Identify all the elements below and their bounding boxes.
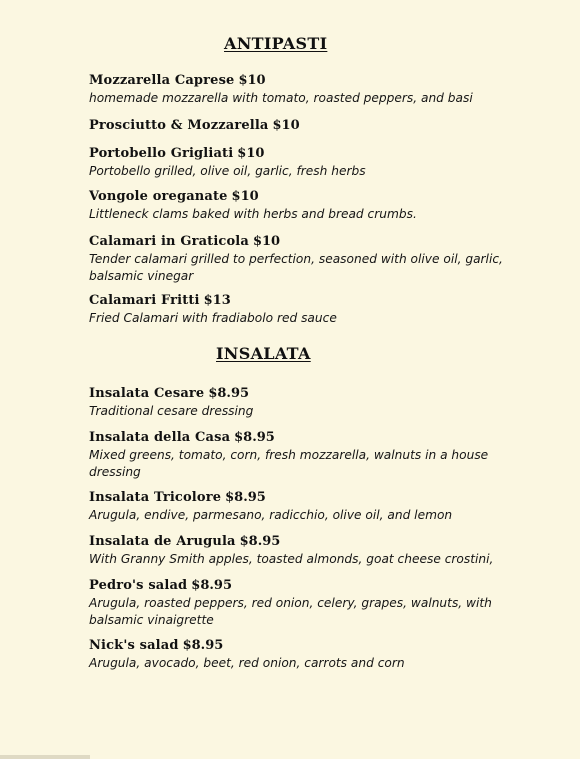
- item-description: Arugula, endive, parmesano, radicchio, olive oil, and lemon: [89, 508, 453, 522]
- item-price: $10: [237, 146, 265, 161]
- item-name: Insalata de Arugula: [89, 534, 236, 549]
- item-name: Nick's salad: [89, 638, 179, 653]
- antipasti-heading: ANTIPASTI: [224, 34, 328, 53]
- insalata-heading: INSALATA: [216, 344, 311, 363]
- menu-item: [89, 489, 559, 524]
- item-description: Arugula, roasted peppers, red onion, celery, grapes, walnuts, with balsamic vinaigrette: [89, 596, 492, 627]
- item-name: Insalata Tricolore: [89, 490, 222, 505]
- item-price: $13: [203, 293, 231, 308]
- item-description: Littleneck clams baked with herbs and bread crumbs.: [89, 207, 417, 221]
- item-description: Traditional cesare dressing: [89, 404, 254, 418]
- menu-item: [89, 385, 559, 420]
- item-description: Tender calamari grilled to perfection, seasoned with olive oil, garlic, balsamic vinegar: [89, 252, 503, 283]
- item-price: $8.95: [208, 386, 250, 401]
- item-name: Insalata Cesare: [89, 386, 205, 401]
- item-price: $8.95: [239, 534, 281, 549]
- menu-item: [89, 429, 559, 480]
- item-name: Prosciutto & Mozzarella: [89, 118, 269, 133]
- item-description: homemade mozzarella with tomato, roasted peppers, and basi: [89, 91, 473, 105]
- menu-item: [89, 188, 559, 223]
- item-price: $10: [238, 73, 266, 88]
- item-price: $10: [252, 234, 281, 249]
- item-description: Portobello grilled, olive oil, garlic, fresh herbs: [89, 164, 366, 178]
- item-description: Fried Calamari with fradiabolo red sauce: [89, 311, 337, 325]
- item-price: $8.95: [234, 430, 275, 445]
- item-name: Mozzarella Caprese: [89, 73, 235, 88]
- menu-item: [89, 637, 559, 672]
- menu-item: [89, 577, 559, 628]
- menu-item: [89, 145, 559, 180]
- item-name: Insalata della Casa: [89, 430, 231, 445]
- menu-item: [89, 233, 559, 284]
- item-name: Vongole oreganate: [89, 189, 228, 204]
- item-price: $10: [231, 189, 259, 204]
- item-price: $8.95: [225, 490, 266, 505]
- menu-item: [89, 117, 559, 134]
- menu-item: [89, 72, 559, 107]
- item-price: $8.95: [182, 638, 224, 653]
- item-name: Portobello Grigliati: [89, 146, 234, 161]
- item-price: $10: [272, 118, 300, 133]
- menu-item: [89, 292, 559, 327]
- item-price: $8.95: [191, 578, 232, 593]
- item-name: Calamari in Graticola: [89, 234, 249, 249]
- item-description: With Granny Smith apples, toasted almonds, goat cheese crostini,: [89, 552, 494, 566]
- item-description: Mixed greens, tomato, corn, fresh mozzarella, walnuts in a house dressing: [89, 448, 489, 479]
- item-name: Calamari Fritti: [89, 293, 200, 308]
- menu-item: [89, 533, 559, 568]
- scan-edge-mark: [0, 755, 90, 759]
- item-description: Arugula, avocado, beet, red onion, carrots and corn: [89, 656, 405, 670]
- item-name: Pedro's salad: [89, 578, 188, 593]
